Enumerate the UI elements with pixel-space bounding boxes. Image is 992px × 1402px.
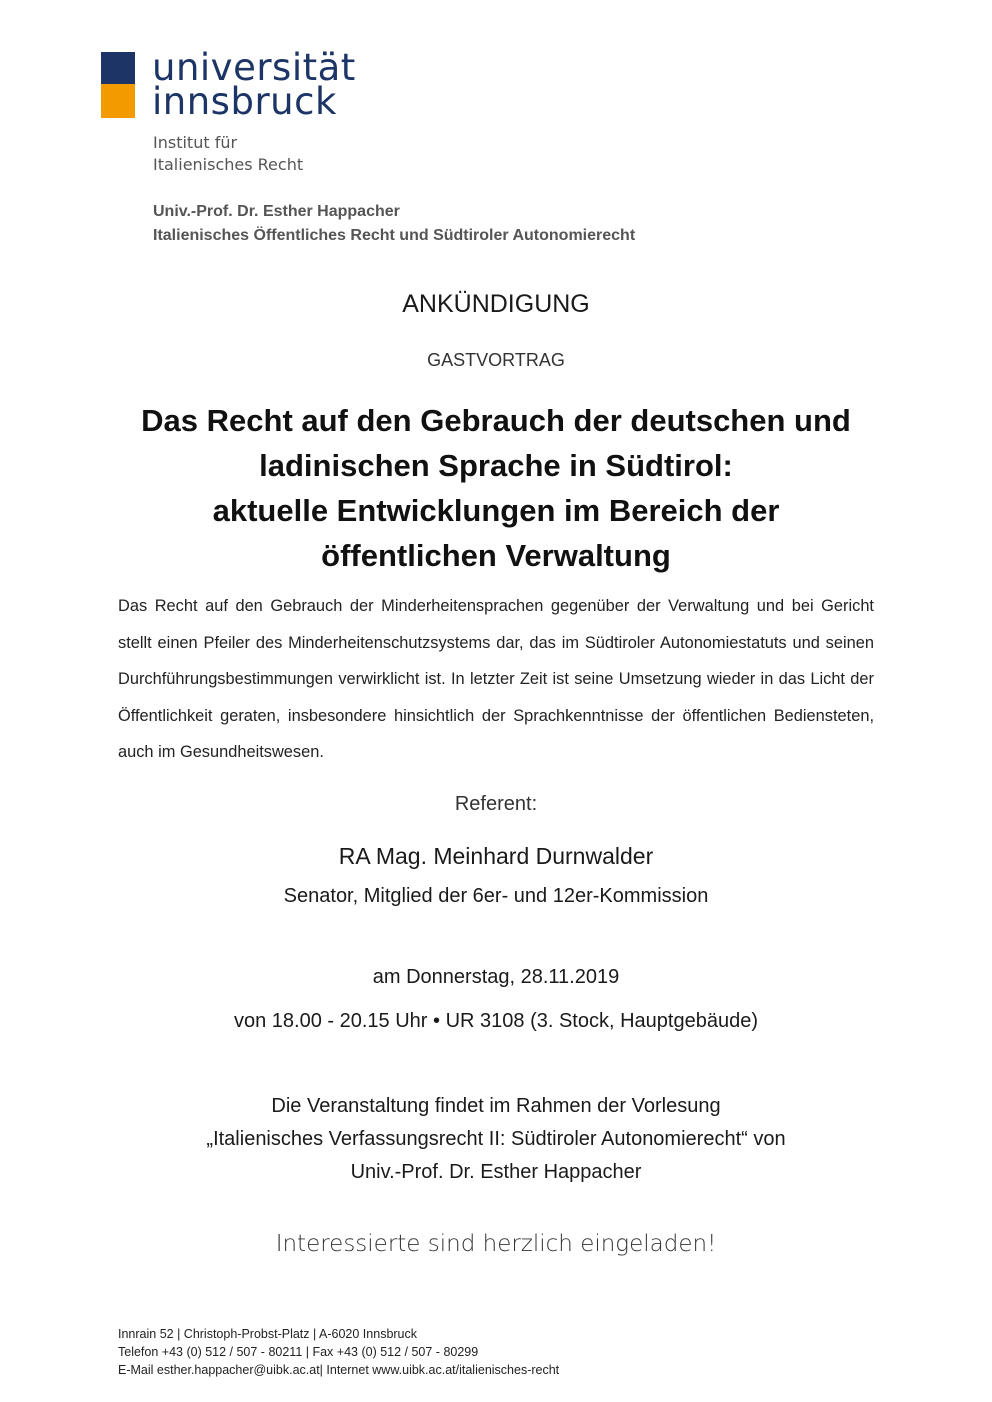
footer-address: Innrain 52 | Christoph-Probst-Platz | A-6020 Innsbruck [118, 1327, 418, 1341]
event-context [0, 1090, 992, 1189]
speaker-label: Referent: [454, 793, 538, 815]
logo-text-line2: innsbruck [152, 80, 337, 123]
title-line: Das Recht auf den Gebrauch der deutschen und [141, 403, 851, 438]
title-line: öffentlichen Verwaltung [321, 538, 671, 573]
context-line: Univ.-Prof. Dr. Esther Happacher [350, 1161, 642, 1183]
description-text: Das Recht auf den Gebrauch der Minderheitensprachen gegenüber der Verwaltung und bei Gericht stellt einen Pfeiler des Minderheitenschutzsystems dar, das im Südtiroler Autonomiestatuts und seinen Durchführungsbestimmungen verwirklicht ist. In letzter Zeit ist seine Umsetzung wieder in das Licht der Öffentlichkeit geraten, insbesondere hinsichtlich der Sprachkenntnisse der öffentlichen Bediensteten, auch im Gesundheitswesen. [118, 597, 874, 762]
professor-name: Univ.-Prof. Dr. Esther Happacher [153, 203, 400, 220]
institute-line1: Institut für [153, 133, 238, 152]
title-line: ladinischen Sprache in Südtirol: [259, 448, 733, 483]
event-date: am Donnerstag, 28.11.2019 [372, 966, 620, 988]
title-line: aktuelle Entwicklungen im Bereich der [212, 493, 780, 528]
logo-square-blue [101, 52, 135, 86]
announcement-subheading: GASTVORTRAG [427, 350, 565, 370]
context-line: Die Veranstaltung findet im Rahmen der Vorlesung [271, 1095, 721, 1117]
speaker-role: Senator, Mitglied der 6er- und 12er-Kommission [283, 885, 709, 907]
context-line: „Italienisches Verfassungsrecht II: Südtiroler Autonomierecht“ von [206, 1128, 786, 1150]
lecture-description [118, 588, 874, 771]
chair-name: Italienisches Öffentliches Recht und Südtiroler Autonomierecht [153, 227, 636, 244]
institute-line2: Italienisches Recht [153, 155, 304, 174]
logo-text-line1: universität [152, 46, 356, 89]
speaker-name: RA Mag. Meinhard Durnwalder [338, 843, 654, 869]
footer-phone: Telefon +43 (0) 512 / 507 - 80211 | Fax +43 (0) 512 / 507 - 80299 [118, 1345, 479, 1359]
event-time-location: von 18.00 - 20.15 Uhr • UR 3108 (3. Stock, Hauptgebäude) [234, 1010, 758, 1032]
announcement-heading: ANKÜNDIGUNG [402, 290, 590, 318]
logo-square-orange [101, 84, 135, 118]
footer-email-web: E-Mail esther.happacher@uibk.ac.at| Internet www.uibk.ac.at/italienisches-recht [118, 1363, 560, 1377]
invitation-text: Interessierte sind herzlich eingeladen! [275, 1231, 717, 1257]
lecture-title [0, 398, 992, 578]
